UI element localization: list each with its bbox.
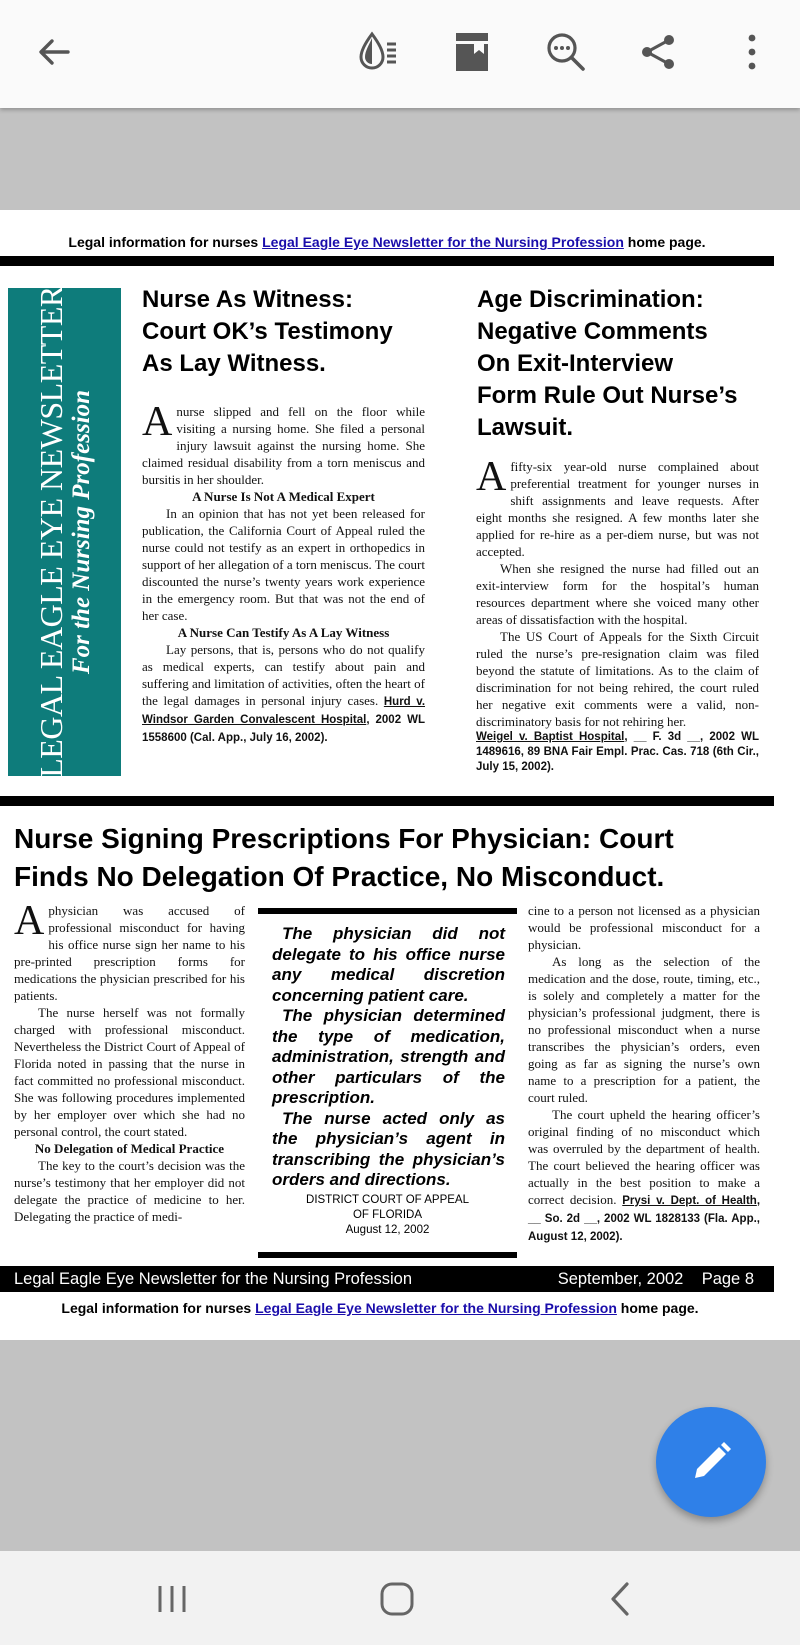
subheading: A Nurse Is Not A Medical Expert (192, 489, 375, 504)
footer-date-page: September, 2002 Page 8 (557, 1270, 754, 1288)
pull-quote-rule (258, 1252, 517, 1258)
back-nav-icon[interactable] (598, 1577, 642, 1621)
divider-rule (0, 256, 774, 266)
newsletter-page (0, 210, 800, 1340)
subheading: A Nurse Can Testify As A Lay Witness (177, 625, 390, 640)
bottom-suffix: home page. (620, 1300, 699, 1316)
footer-title: Legal Eagle Eye Newsletter for the Nursing Profession (14, 1270, 413, 1288)
masthead-text (34, 286, 96, 777)
dropcap: A (14, 898, 45, 944)
divider-rule (0, 796, 774, 806)
bookmark-page-icon[interactable] (446, 26, 498, 78)
home-page-link-bottom[interactable]: Legal Eagle Eye Newsletter for the Nursing Profession (255, 1300, 617, 1316)
home-icon[interactable] (375, 1577, 419, 1621)
bottom-line (0, 1300, 760, 1316)
pull-quote-text: The physician determined the type of medication, administration, strength and other particulars of the prescription. (272, 1006, 505, 1107)
article2-title: Age Discrimination: Negative Comments On Exit-Interview Form Rule Out Nurse’s Lawsuit. (477, 286, 738, 441)
header-line (0, 234, 774, 250)
footer-bar (0, 1266, 774, 1292)
pull-quote-source: DISTRICT COURT OF APPEAL OF FLORIDA August 12, 2002 (306, 1193, 469, 1236)
home-page-link[interactable]: Legal Eagle Eye Newsletter for the Nursing Profession (262, 234, 624, 250)
case-citation: Prysi v. Dept. of Health (622, 1195, 757, 1207)
article1-body: Anurse slipped and fell on the floor while visiting a nursing home. She filed a personal injury lawsuit against the nursing home. She claimed residual disability from a torn meniscus and bursitis in her shoulder. A Nurse Is Not A Medical Expert In an opinion that has not yet been released for publication, the California Court of Appeal ruled the nurse could not testify as an expert in orthopedics in support of her allegation of a torn meniscus. The court discounted the nurse’s twenty years work experience in the emergency room. But that was not the end of her case. A Nurse Can Testify As A Lay Witness Lay persons, that is, persons who do not qualify as medical experts, can testify about pain and suffering and limitation of activities, often the heart of the legal damages in personal injury cases. Hurd v. Windsor Garden Convalescent Hospital, 2002 WL 1558600 (Cal. App., July 16, 2002). (142, 399, 426, 744)
article3-title: Nurse Signing Prescriptions For Physician: Court Finds No Delegation Of Practice, No Misconduct. (14, 823, 674, 892)
masthead-title: LEGAL EAGLE EYE NEWSLETTER (32, 286, 69, 778)
more-vert-icon[interactable] (726, 26, 778, 78)
top-app-bar (0, 0, 800, 108)
share-icon[interactable] (632, 26, 684, 78)
edit-pencil-icon (689, 1440, 733, 1484)
bottom-prefix: Legal information for nurses (61, 1300, 252, 1316)
header-prefix: Legal information for nurses (68, 234, 259, 250)
article1-title: Nurse As Witness: Court OK’s Testimony As Lay Witness. (142, 286, 393, 377)
reading-mode-icon[interactable] (352, 26, 404, 78)
pull-quote-text: The physician did not delegate to his office nurse any medical discretion concerning patient care. (272, 924, 505, 1005)
masthead-subtitle: For the Nursing Profession (67, 389, 95, 675)
case-citation: Weigel v. Baptist Hospital (476, 731, 625, 743)
article3-body-col3: cine to a person not licensed as a physician would be professional misconduct for a physician. As long as the selection of the medication and the dose, route, timing, etc., is solely and completely a matter for the physician’s professional judgment, there is no professional misconduct when a nurse transcribes the physician’s orders, even going as far as signing the nurse’s own name to a prescription for a patient, the court ruled. The court upheld the hearing officer’s original finding of no misconduct which was overruled by the department of health. The court believed the hearing officer was actually in the best position to make a correct decision. Prysi v. Dept. of Health, __ So. 2d __, 2002 WL 1828133 (Fla. App., August 12, 2002). (528, 903, 761, 1243)
case-citation: Hurd v. Windsor Garden Convalescent Hospital (142, 696, 426, 726)
pull-quote-text: The nurse acted only as the physician’s agent in transcribing the physician’s orders and directions. (272, 1108, 505, 1189)
recent-apps-icon[interactable] (150, 1577, 194, 1621)
header-suffix: home page. (627, 234, 706, 250)
subheading: No Delegation of Medical Practice (34, 1141, 225, 1156)
dropcap: A (476, 454, 507, 500)
system-nav-bar (0, 1551, 800, 1645)
arrow-back-icon[interactable] (28, 26, 80, 78)
search-icon[interactable] (540, 26, 592, 78)
article2-body: Afifty-six year-old nurse complained about preferential treatment for younger nurses in shift assignments and leave requests. After eight months she resigned. A few months later she applied for re-hire as a per-diem nurse, but was not accepted. When she resigned the nurse had filled out an exit-interview form for the hospital’s human resources department where she voiced many other areas of dissatisfaction with the hospital. The US Court of Appeals for the Sixth Circuit ruled the nurse’s pre-resignation claim was filed beyond the statute of limitations. As to the claim of discrimination for not being rehired, the court ruled her negative exit comments were a valid, non-discriminatory basis for not rehiring her. Weigel v. Baptist Hospital, __ F. 3d __, 2002 WL 1489616, 89 BNA Fair Empl. Prac. Cas. 718 (6th Cir., July 15, 2002). (476, 454, 759, 773)
edit-fab-button[interactable] (656, 1407, 766, 1517)
article3-body-col1: Aphysician was accused of professional misconduct for having his office nurse sign her name to his pre-printed prescription forms for medications the physician prescribed for his patients. The nurse herself was not formally charged with professional misconduct. Nevertheless the District Court of Appeal of Florida noted in passing that the nurse in fact committed no professional misconduct. She was following procedures implemented by her employer over which she had no personal control, the court stated. No Delegation of Medical Practice The key to the court’s decision was the nurse’s testimony that her employer did not delegate the practice of medicine to her. Delegating the practice of medi- (14, 898, 245, 1224)
masthead-sidebar (8, 288, 121, 776)
pull-quote (258, 908, 517, 1258)
dropcap: A (142, 399, 173, 445)
